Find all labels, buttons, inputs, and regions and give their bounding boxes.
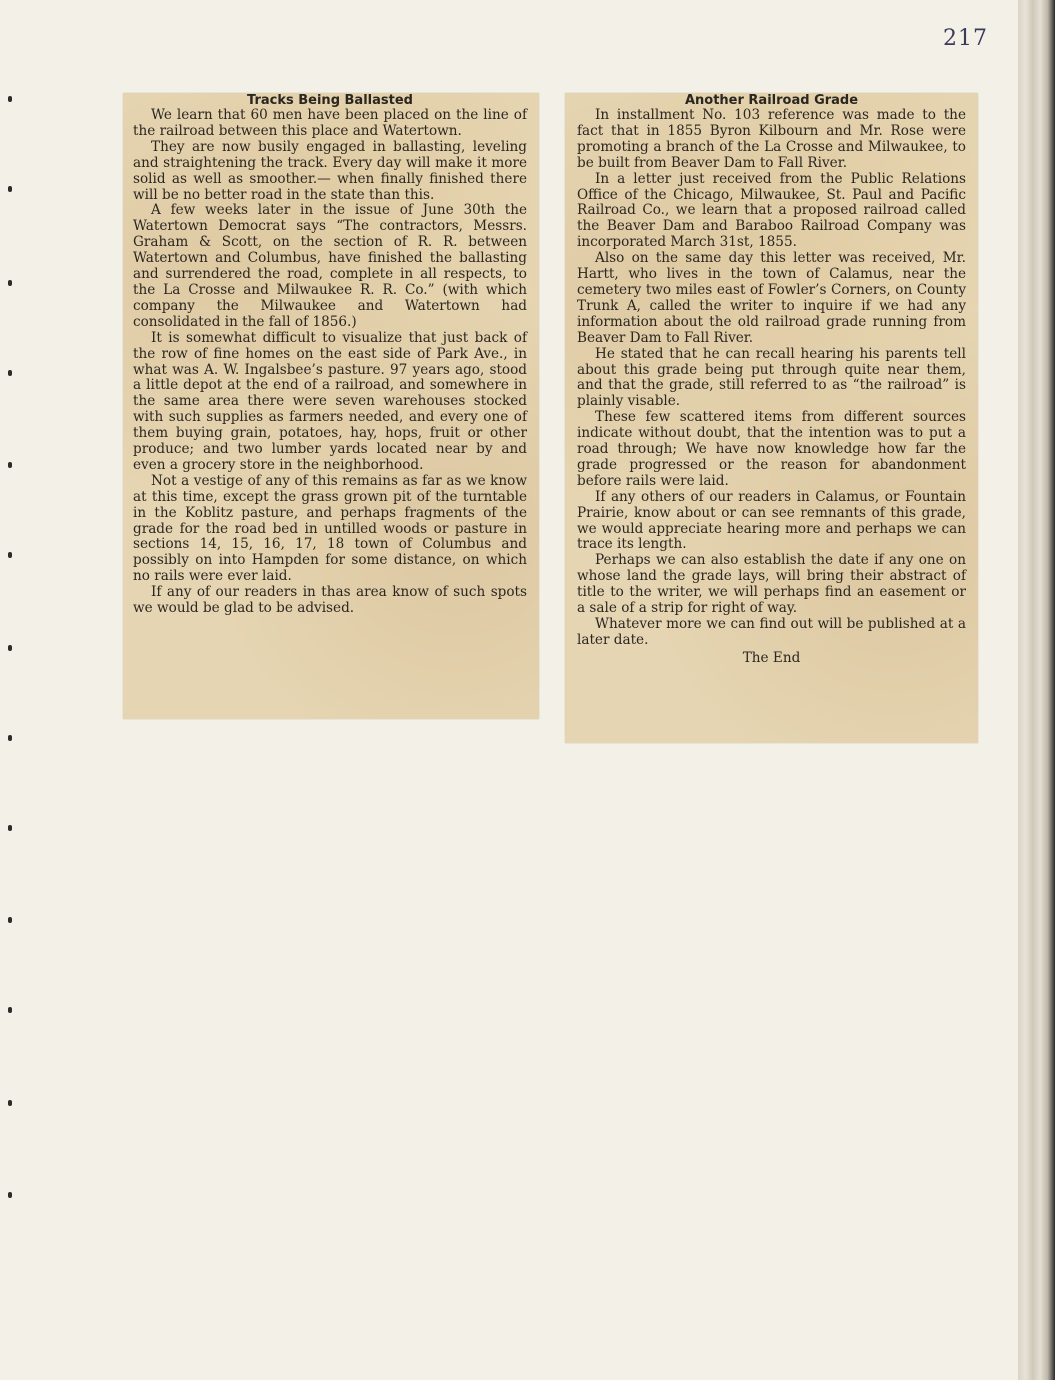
binding-mark: [8, 552, 12, 558]
right-article-title: Another Railroad Grade: [684, 93, 859, 108]
binding-mark: [8, 917, 12, 923]
left-article-paragraph: It is somewhat difficult to visualize that just back of the row of fine homes on the east side of Park Ave., in what was A. W. Ingalsbee’s pasture. 97 years ago, stood a little depot at the end of a railroad, and somewhere in the same area there were seven warehouses stocked with such supplies as farmers needed, and every one of them buying grain, potatoes, hay, hops, fruit or other produce; and two lumber yards located near by and even a grocery store in the neighborhood.: [133, 329, 527, 473]
right-article-paragraph: Also on the same day this letter was received, Mr. Hartt, who lives in the town of Calamus, near the cemetery two miles east of Fowler’s Corners, on County Trunk A, called the writer to inquire if we had any information about the old railroad grade running from Beaver Dam to Fall River.: [577, 250, 966, 346]
left-article-paragraph: We learn that 60 men have been placed on the line of the railroad between this place and Watertown.: [133, 107, 527, 139]
binding-mark: [8, 1192, 12, 1198]
left-article-paragraph: If any of our readers in thas area know of such spots we would be glad to be advised.: [133, 584, 527, 617]
binding-mark: [8, 96, 12, 102]
left-article-title: Tracks Being Ballasted: [247, 93, 413, 108]
right-newspaper-clipping: [565, 93, 978, 743]
left-article-paragraph: Not a vestige of any of this remains as far as we know at this time, except the grass grown pit of the turntable in the Koblitz pasture, and perhaps fragments of the grade for the road bed in untilled woods or pasture in sections 14, 15, 16, 17, 18 town of Columbus and possibly on into Hampden for some distance, on which no rails were ever laid.: [133, 472, 527, 585]
binding-mark: [8, 825, 12, 831]
right-article-paragraph: In installment No. 103 reference was made to the fact that in 1855 Byron Kilbourn and Mr. Rose were promoting a branch of the La Crosse and Milwaukee, to be built from Beaver Dam to Fall River.: [577, 107, 966, 171]
right-article-paragraph: In a letter just received from the Public Relations Office of the Chicago, Milwaukee, St. Paul and Pacific Railroad Co., we learn that a proposed railroad called the Beaver Dam and Baraboo Railroad Company was incorporated March 31st, 1855.: [577, 170, 966, 251]
binding-mark: [8, 735, 12, 741]
right-article-paragraph: Whatever more we can find out will be published at a later date.: [577, 616, 966, 648]
article-closing: The End: [742, 649, 801, 666]
binding-mark: [8, 370, 12, 376]
book-page-edges: [1018, 0, 1055, 1380]
right-article-paragraph: These few scattered items from different sources indicate without doubt, that the intention was to put a road through; We have now knowledge how far the grade progressed or the reason for abandonment before rails were laid.: [577, 409, 966, 489]
left-article-paragraph: A few weeks later in the issue of June 30th the Watertown Democrat says “The contractors, Messrs. Graham & Scott, on the section of R. R. between Watertown and Columbus, have finished the ballasting and surrendered the road, complete in all respects, to the La Crosse and Milwaukee R. R. Co.” (with which company the Milwaukee and Watertown had consolidated in the fall of 1856.): [133, 202, 527, 330]
binding-mark: [8, 1007, 12, 1013]
left-article-paragraph: They are now busily engaged in ballasting, leveling and straightening the track. Every day will make it more solid as well as smoother.— when finally finished there will be no better road in the state than this.: [133, 138, 527, 203]
right-article-paragraph: Perhaps we can also establish the date if any one on whose land the grade lays, will bring their abstract of title to the writer, we will perhaps find an easement or a sale of a strip for right of way.: [577, 552, 966, 617]
binding-mark: [8, 462, 12, 468]
binding-mark: [8, 186, 12, 192]
binding-mark: [8, 280, 12, 286]
left-newspaper-clipping: [123, 93, 539, 719]
binding-mark: [8, 645, 12, 651]
right-article-paragraph: He stated that he can recall hearing his parents tell about this grade being put through quite near them, and that the grade, still referred to as “the railroad” is plainly visable.: [577, 345, 966, 410]
binding-mark: [8, 1100, 12, 1106]
page-number: 217: [943, 26, 988, 51]
right-article-paragraph: If any others of our readers in Calamus, or Fountain Prairie, know about or can see remnants of this grade, we would appreciate hearing more and perhaps we can trace its length.: [577, 488, 966, 553]
